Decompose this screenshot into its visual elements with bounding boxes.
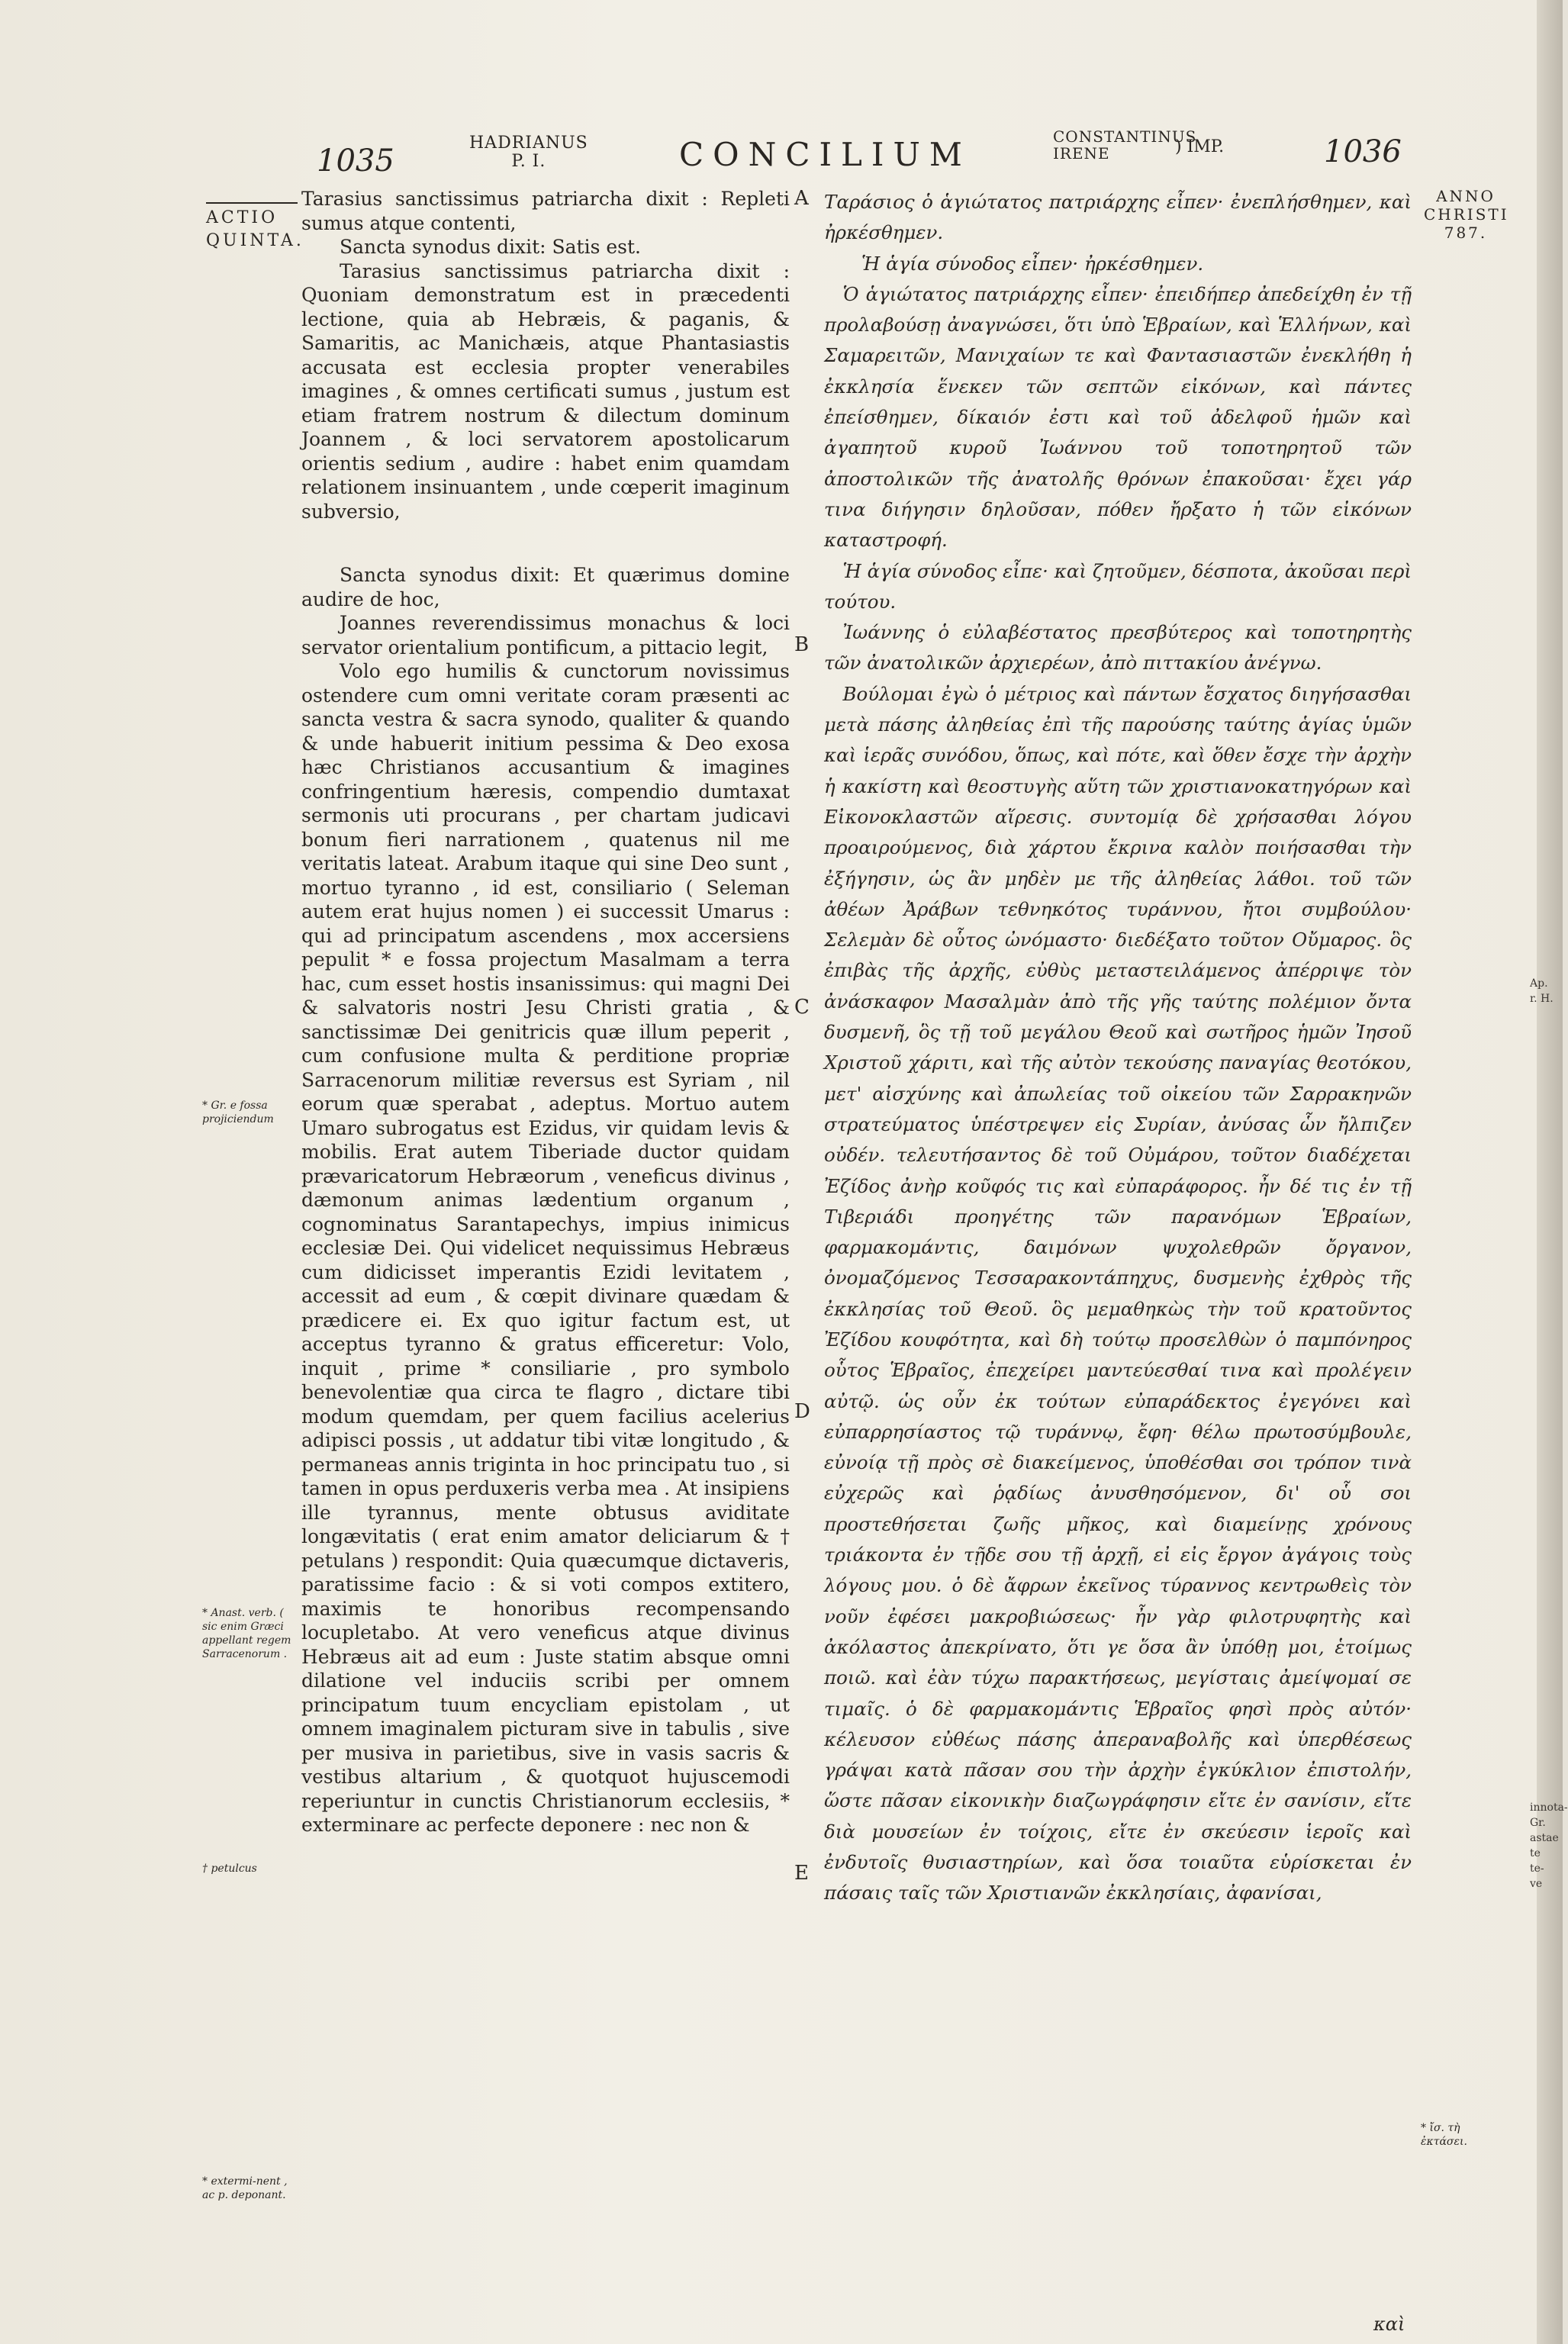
latin-paragraph: Tarasius sanctissimus patriarcha dixit : Quoniam demonstratum est in præcedenti lectione, quia ab Hebræis, & paganis, & Samaritis, ac Manichæis, atque Phantasiastis accusata est ecclesia propter venerabiles imagines , & omnes certificati sumus , justum est etiam fratrem nostrum & dilectum dominum Joannem , & loci servatorem apostolicarum orientis sedium , audire : habet enim quamdam relationem insinuantem , unde cœperit imaginum subversio, [301, 259, 790, 523]
latin-paragraph: Sancta synodus dixit: Et quærimus domine audire de hoc, [301, 564, 790, 610]
greek-paragraph: Ταράσιος ὁ ἁγιώτατος πατριάρχης εἶπεν· ἐνεπλήσθημεν, καὶ ἠρκέσθημεν. [824, 191, 1412, 244]
actio-label [206, 202, 304, 253]
edge-fragment: innota- [1530, 1801, 1568, 1814]
edge-fragment: te [1530, 1847, 1541, 1859]
greek-column [824, 187, 1412, 1909]
margin-note: * Anast. verb. ( sic enim Græci appellant regem Sarracenorum . [202, 1607, 291, 1660]
anno-line2: CHRISTI [1424, 205, 1509, 224]
catchword: καὶ [1373, 2313, 1405, 2335]
latin-column [301, 187, 790, 1837]
edge-fragment: astae [1530, 1832, 1559, 1844]
left-page-number: 1035 [317, 143, 394, 179]
edge-fragment: Gr. [1530, 1817, 1546, 1829]
edge-fragment: te- [1530, 1863, 1544, 1875]
margin-note: † petulcus [202, 1863, 257, 1875]
actio-label-line2: QUINTA. [206, 231, 304, 250]
book-spine [1537, 0, 1563, 2344]
right-running-head-line2: IRENE [1053, 144, 1110, 163]
greek-paragraph: Ἡ ἁγία σύνοδος εἶπε· καὶ ζητοῦμεν, δέσποτα, ἀκοῦσαι περὶ τούτου. [824, 559, 1412, 613]
left-running-head [469, 134, 588, 171]
margin-note: * extermi-nent , ac p. deponant. [202, 2175, 288, 2201]
latin-paragraph: Sancta synodus dixit: Satis est. [340, 236, 641, 258]
greek-margin-note: * ἴσ. τὴ ἐκτάσει. [1421, 2122, 1467, 2148]
right-running-head-imp: ) IMP. [1175, 137, 1225, 156]
section-letter-b: B [794, 633, 810, 656]
running-header [0, 122, 1563, 179]
anno-year: 787. [1444, 224, 1488, 242]
margin-note: * Gr. e fossa projiciendum [202, 1100, 274, 1125]
left-running-head-line1: HADRIANUS [469, 134, 588, 153]
anno-christi-label [1424, 187, 1508, 242]
page-title: CONCILIUM [679, 136, 971, 173]
section-letter-c: C [794, 996, 810, 1019]
right-page-number: 1036 [1324, 134, 1402, 169]
edge-fragment: Ap. [1530, 977, 1548, 990]
edge-fragment: r. H. [1530, 993, 1554, 1005]
actio-label-line1: ACTIO [206, 208, 279, 227]
greek-paragraph: Ἰωάννης ὁ εὐλαβέστατος πρεσβύτερος καὶ τοποτηρητὴς τῶν ἀνατολικῶν ἀρχιερέων, ἀπὸ πιττακίου ἀνέγνω. [824, 621, 1412, 675]
anno-line1: ANNO [1436, 187, 1496, 205]
section-letter-d: D [794, 1400, 810, 1423]
section-letter-a: A [794, 187, 809, 210]
section-letter-e: E [794, 1862, 809, 1885]
right-running-head-line1: CONSTANTINUS [1053, 127, 1197, 146]
greek-paragraph: Ἡ ἁγία σύνοδος εἶπεν· ἠρκέσθημεν. [861, 252, 1204, 275]
latin-paragraph: Tarasius sanctissimus patriarcha dixit : Repleti sumus atque contenti, [301, 188, 790, 234]
greek-paragraph: Βούλομαι ἐγὼ ὁ μέτριος καὶ πάντων ἔσχατος διηγήσασθαι μετὰ πάσης ἀληθείας ἐπὶ τῆς παρούσης ταύτης ἁγίας ὑμῶν καὶ ἱερᾶς συνόδου, ὅπως, καὶ πότε, καὶ ὅθεν ἔσχε τὴν ἀρχὴν ἡ κακίστη καὶ θεοστυγὴς αὕτη τῶν χριστιανοκατηγόρων καὶ Εἰκονοκλαστῶν αἵρεσις. συντομίᾳ δὲ χρήσασθαι λόγου προαιρούμενος, διὰ χάρτου ἔκρινα καλὸν ποιήσασθαι τὴν ἐξήγησιν, ὡς ἂν μηδὲν με τῆς ἀληθείας λάθοι. τοῦ τῶν ἀθέων Ἀράβων τεθνηκότος τυράννου, ἤτοι συμβούλου· Σελεμὰν δὲ οὗτος ὠνόμαστο· διεδέξατο τοῦτον Οὔμαρος. ὃς ἐπιβὰς τῆς ἀρχῆς, εὐθὺς μεταστειλάμενος ἀπέρριψε τὸν ἀνάσκαφον Μασαλμὰν ἀπὸ τῆς γῆς ταύτης πολέμιον ὄντα δυσμενῆ, ὃς τῇ τοῦ μεγάλου Θεοῦ καὶ σωτῆρος ἡμῶν Ἰησοῦ Χριστοῦ χάριτι, καὶ τῆς αὐτὸν τεκούσης παναγίας θεοτόκου, μετ' αἰσχύνης καὶ ἀπωλείας τοῦ οἰκείου τῶν Σαρρακηνῶν στρατεύματος ὑπέστρεψεν εἰς Συρίαν, ἀνύσας ὧν ἤλπιζεν οὐδέν. τελευτήσαντος δὲ τοῦ Οὐμάρου, τοῦτον διαδέχεται Ἐζίδος ἀνὴρ κοῦφός τις καὶ εὐπαράφορος. ἦν δέ τις ἐν τῇ Τιβεριάδι προηγέτης τῶν παρανόμων Ἑβραίων, φαρμακομάντις, δαιμόνων ψυχολεθρῶν ὄργανον, ὀνομαζόμενος Τεσσαρακοντάπηχυς, δυσμενὴς ἐχθρὸς τῆς ἐκκλησίας τοῦ Θεοῦ. ὃς μεμαθηκὼς τὴν τοῦ κρατοῦντος Ἐζίδου κουφότητα, καὶ δὴ τούτῳ προσελθὼν ὁ παμπόνηρος οὗτος Ἑβραῖος, ἐπεχείρει μαντεύεσθαί τινα καὶ προλέγειν αὐτῷ. ὡς οὖν ἐκ τούτων εὐπαράδεκτος ἐγεγόνει καὶ εὐπαρρησίαστος τῷ τυράννῳ, ἔφη· θέλω πρωτοσύμβουλε, εὐνοίᾳ τῇ πρὸς σὲ διακείμενος, ὑποθέσθαι σοι τρόπον τινὰ εὐχερῶς καὶ ῥᾳδίως ἀνυσθησόμενον, δι' οὗ σοι προστεθήσεται ζωῆς μῆκος, καὶ διαμείνῃς χρόνους τριάκοντα ἐν τῇδε σου τῇ ἀρχῇ, εἰ εἰς ἔργον ἀγάγοις τοὺς λόγους μου. ὁ δὲ ἄφρων ἐκεῖνος τύραννος κεντρωθεὶς τὸν νοῦν ἐφέσει μακροβιώσεως· ἦν γὰρ φιλοτρυφητὴς καὶ ἀκόλαστος ἀπεκρίνατο, ὅτι γε ὅσα ἂν ὑπόθῃ μοι, ἑτοίμως ποιῶ. καὶ ἐὰν τύχω παρακτήσεως, μεγίσταις ἀμείψομαί σε τιμαῖς. ὁ δὲ φαρμακομάντις Ἑβραῖος φησὶ πρὸς αὐτόν· κέλευσον εὐθέως πάσης ἀπεραναβολῆς καὶ ὑπερθέσεως γράψαι κατὰ πᾶσαν σου τὴν ἀρχὴν ἐγκύκλιον ἐπιστολήν, ὥστε πᾶσαν εἰκονικὴν διαζωγράφησιν εἴτε ἐν σανίσιν, εἴτε διὰ μουσείων ἐν τοίχοις, εἴτε ἐν σκεύεσιν ἱεροῖς καὶ ἐνδυτοῖς θυσιαστηρίων, καὶ ὅσα τοιαῦτα εὑρίσκεται ἐν πάσαις ταῖς τῶν Χριστιανῶν ἐκκλησίαις, ἀφανίσαι, [824, 682, 1412, 1904]
latin-paragraph: Volo ego humilis & cunctorum novissimus ostendere cum omni veritate coram præsenti ac sancta vestra & sacra synodo, qualiter & quando & unde habuerit initium pessima & Deo exosa hæc Christianos accusantium & imagines confringentium hæresis, compendio dumtaxat sermonis uti procurans , per chartam judicavi bonum fieri narrationem , quatenus nil me veritatis lateat. Arabum itaque qui sine Deo sunt , mortuo tyranno , id est, consiliario ( Seleman autem erat hujus nomen ) ei successit Umarus : qui ad principatum ascendens , mox accersiens pepulit * e fossa projectum Masalmam a terra hac, cum esset hostis insanissimus: qui magni Dei & salvatoris nostri Jesu Christi gratia , & sanctissimæ Dei genitricis quæ illum peperit , cum confusione multa & perditione propriæ Sarracenorum militiæ reversus est Syriam , nil eorum quæ sperabat , adeptus. Mortuo autem Umaro subrogatus est Ezidus, vir quidam levis & mobilis. Erat autem Tiberiade ductor quidam prævaricatorum Hebræorum , veneficus divinus , dæmonum animas lædentium organum , cognominatus Sarantapechys, impius inimicus ecclesiæ Dei. Qui videlicet nequissimus Hebræus cum didicisset imperantis Ezidi levitatem , accessit ad eum , & cœpit divinare quædam & prædicere ei. Ex quo igitur factum est, ut acceptus tyranno & gratus efficeretur: Volo, inquit , prime * consiliarie , pro symbolo benevolentiæ qua circa te flagro , dictare tibi modum quemdam, per quem facilius acelerius adipisci possis , ut addatur tibi vitæ longitudo , & permaneas annis triginta in hoc principatu tuo , si tamen in opus perduxeris verba mea . At insipiens ille tyrannus, mente obtusus aviditate longævitatis ( erat enim amator deliciarum & † petulans ) respondit: Quia quæcumque dictaveris, paratissime facio : & si voti compos extitero, maximis te honoribus recompensando locupletabo. At vero veneficus atque divinus Hebræus ait ad eum : Juste statim absque omni dilatione vel induciis scribi per omnem principatum tuum encycliam epistolam , ut omnem imaginalem picturam sive in tabulis , sive per musiva in parietibus, sive in vasis sacris & vestibus altarium , & quotquot hujuscemodi reperiuntur in cunctis Christianorum ecclesiis, * exterminare ac perfecte deponere : nec non & [301, 660, 790, 1836]
left-running-head-line2: P. I. [511, 152, 546, 171]
edge-fragment: ve [1530, 1878, 1543, 1890]
latin-paragraph: Joannes reverendissimus monachus & loci servator orientalium pontificum, a pittacio legit, [301, 612, 790, 658]
greek-paragraph: Ὁ ἁγιώτατος πατριάρχης εἶπεν· ἐπειδήπερ ἀπεδείχθη ἐν τῇ προλαβούσῃ ἀναγνώσει, ὅτι ὑπὸ Ἑβραίων, καὶ Ἑλλήνων, καὶ Σαμαρειτῶν, Μανιχαίων τε καὶ Φαντασιαστῶν ἐνεκλήθη ἡ ἐκκλησία ἕνεκεν τῶν σεπτῶν εἰκόνων, καὶ πάντες ἐπείσθημεν, δίκαιόν ἐστι καὶ τοῦ ἀδελφοῦ ἡμῶν καὶ ἀγαπητοῦ κυροῦ Ἰωάννου τοῦ τοποτηρητοῦ τῶν ἀποστολικῶν τῆς ἀνατολῆς θρόνων ἐπακοῦσαι· ἔχει γάρ τινα διήγησιν δηλοῦσαν, πόθεν ἤρξατο ἡ τῶν εἰκόνων καταστροφή. [824, 282, 1412, 552]
